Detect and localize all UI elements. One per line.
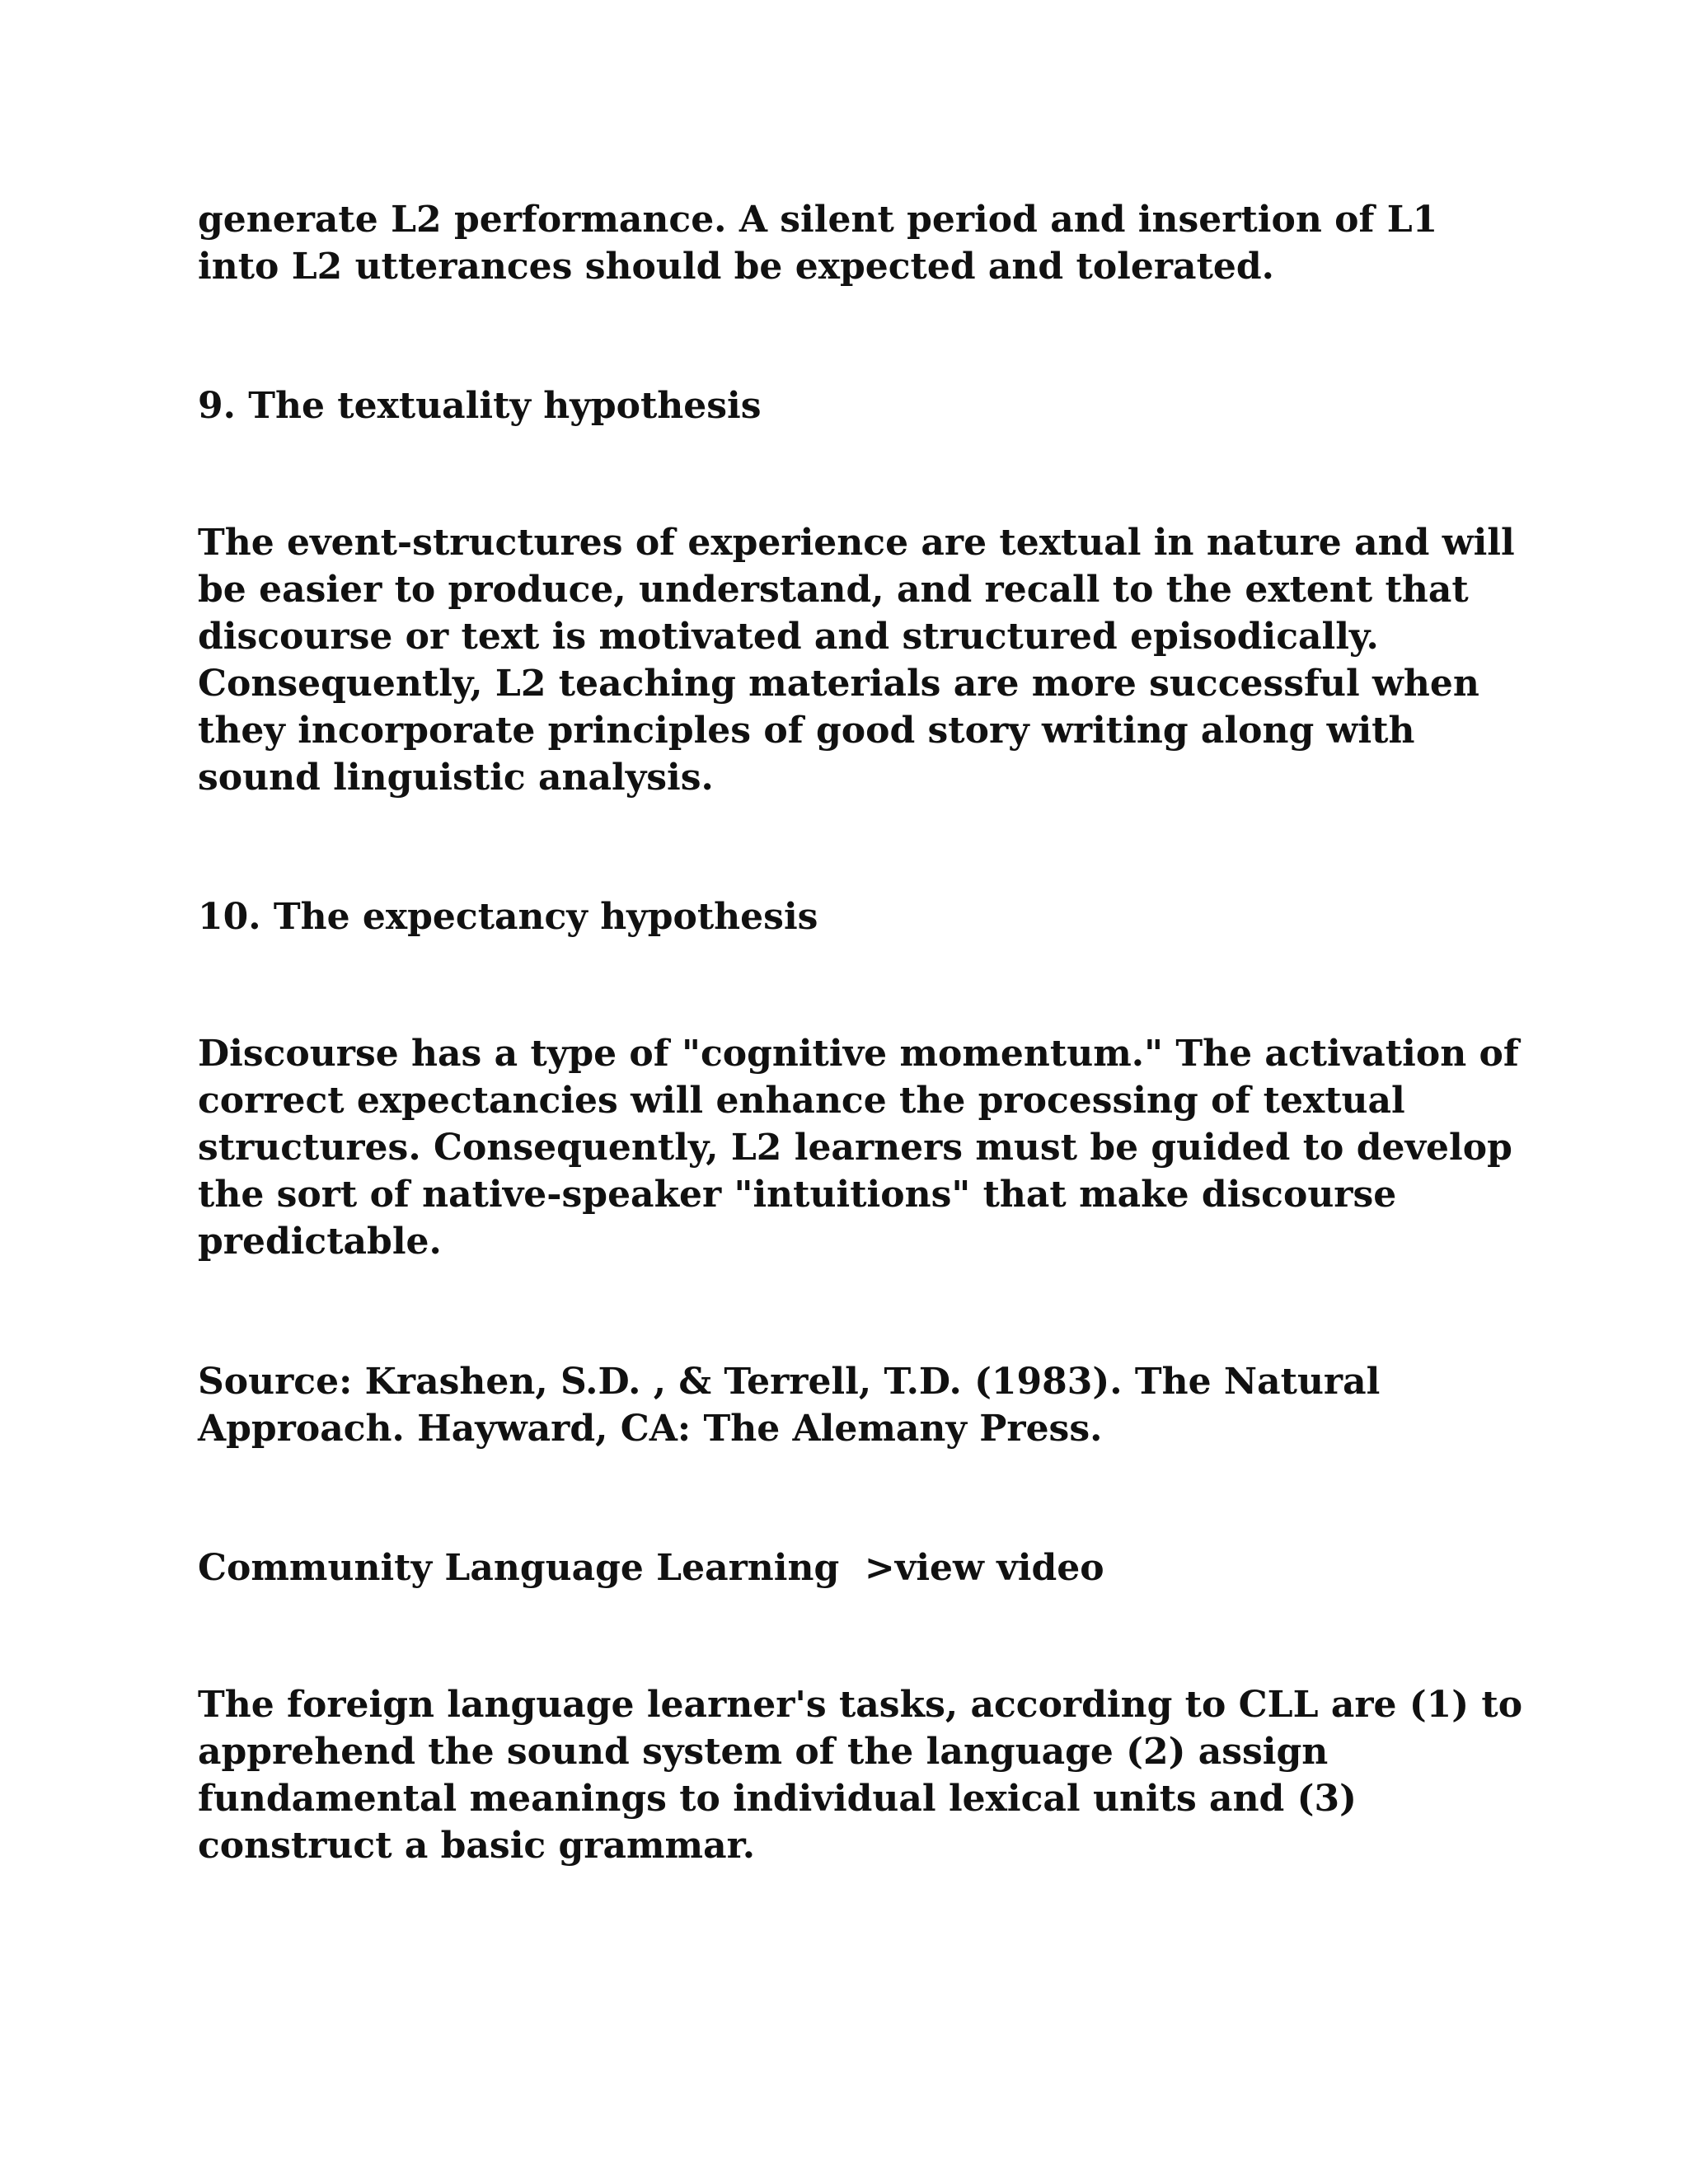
paragraph-intro-end bbox=[198, 196, 1533, 290]
text-line: predictable. bbox=[198, 1221, 442, 1263]
text-line: into L2 utterances should be expected and tolerated. bbox=[198, 246, 1274, 288]
text-line: be easier to produce, understand, and recall to the extent that bbox=[198, 569, 1469, 611]
heading-text: Community Language Learning bbox=[198, 1547, 840, 1589]
text-line: the sort of native-speaker "intuitions" that make discourse bbox=[198, 1174, 1397, 1216]
heading-text: 9. The textuality hypothesis bbox=[198, 385, 762, 427]
paragraph-cll-tasks bbox=[198, 1681, 1533, 1869]
source-citation bbox=[198, 1358, 1533, 1452]
text-line: sound linguistic analysis. bbox=[198, 757, 714, 799]
text-line: Consequently, L2 teaching materials are more successful when bbox=[198, 663, 1479, 705]
text-line: construct a basic grammar. bbox=[198, 1825, 756, 1867]
text-line: The event-structures of experience are textual in nature and will bbox=[198, 522, 1515, 564]
text-line: fundamental meanings to individual lexical units and (3) bbox=[198, 1778, 1357, 1820]
text-line: Approach. Hayward, CA: The Alemany Press. bbox=[198, 1408, 1103, 1450]
text-line: structures. Consequently, L2 learners must be guided to develop bbox=[198, 1127, 1512, 1169]
text-line: Source: Krashen, S.D. , & Terrell, T.D. (1983). The Natural bbox=[198, 1361, 1381, 1403]
text-line: apprehend the sound system of the language (2) assign bbox=[198, 1731, 1329, 1773]
heading-expectancy-hypothesis bbox=[198, 893, 1533, 940]
view-video-link[interactable]: >view video bbox=[864, 1547, 1104, 1589]
paragraph-textuality bbox=[198, 519, 1533, 801]
heading-text: 10. The expectancy hypothesis bbox=[198, 896, 818, 938]
text-line: correct expectancies will enhance the processing of textual bbox=[198, 1080, 1405, 1122]
text-line: The foreign language learner's tasks, according to CLL are (1) to bbox=[198, 1684, 1523, 1726]
heading-textuality-hypothesis bbox=[198, 382, 1533, 429]
text-line: Discourse has a type of "cognitive momentum." The activation of bbox=[198, 1033, 1519, 1075]
paragraph-expectancy bbox=[198, 1030, 1533, 1265]
text-line: generate L2 performance. A silent period and insertion of L1 bbox=[198, 199, 1438, 241]
text-line: discourse or text is motivated and structured episodically. bbox=[198, 616, 1379, 658]
heading-community-language-learning bbox=[198, 1544, 1533, 1591]
text-line: they incorporate principles of good story writing along with bbox=[198, 710, 1415, 752]
